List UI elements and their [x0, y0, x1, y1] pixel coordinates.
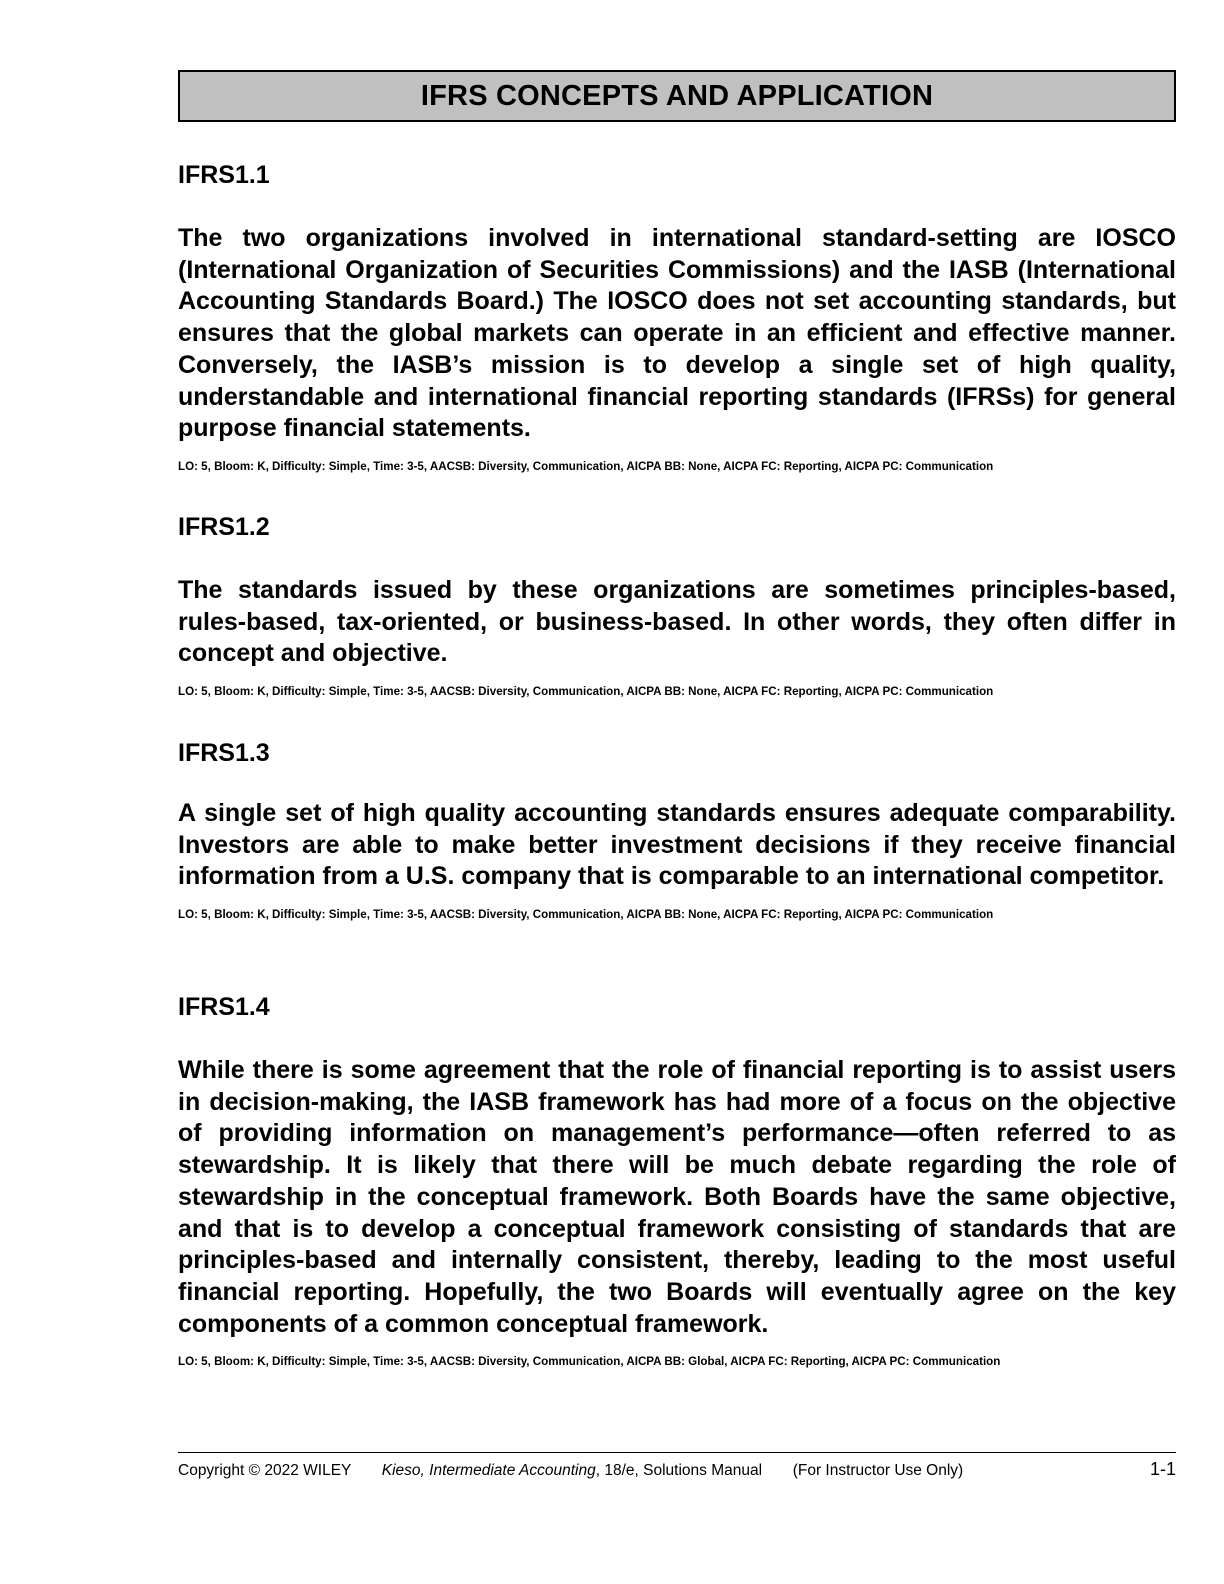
item-learning-objective: LO: 5, Bloom: K, Difficulty: Simple, Time: 3-5, AACSB: Diversity, Communication, AICPA BB: Global, AICPA FC: Reporting, AICPA PC: Communication: [178, 1355, 1001, 1369]
footer-book-title: Intermediate Accounting: [429, 1462, 596, 1479]
item-learning-objective: LO: 5, Bloom: K, Difficulty: Simple, Time: 3-5, AACSB: Diversity, Communication, AICPA BB: None, AICPA FC: Reporting, AICPA PC: Communication: [178, 459, 994, 473]
footer-book-edition: , 18/e, Solutions Manual: [595, 1462, 763, 1479]
item-ifrs1-1: [178, 160, 1176, 474]
footer-copyright: Copyright © 2022 WILEY: [178, 1462, 352, 1479]
item-answer: The standards issued by these organizations are sometimes principles-based, rules-based, tax-oriented, or business-based. In other words, they often differ in concept and objective.: [178, 576, 1176, 668]
item-learning-objective: LO: 5, Bloom: K, Difficulty: Simple, Time: 3-5, AACSB: Diversity, Communication, AICPA BB: None, AICPA FC: Reporting, AICPA PC: Communication: [178, 908, 994, 922]
item-heading: IFRS1.1: [178, 161, 270, 189]
page-content: [178, 70, 1176, 122]
item-ifrs1-2: [178, 512, 1176, 699]
page-title: IFRS CONCEPTS AND APPLICATION: [178, 70, 1176, 122]
item-ifrs1-3: [178, 738, 1176, 922]
item-heading: IFRS1.3: [178, 739, 270, 767]
item-answer: While there is some agreement that the role of financial reporting is to assist users in decision-making, the IASB framework has had more of a focus on the objective of providing information on management’s performance—often referred to as stewardship. It is likely that there will be much debate regarding the role of stewardship in the conceptual framework. Both Boards have the same objective, and that is to develop a conceptual framework consisting of standards that are principles-based and internally consistent, thereby, leading to the most useful financial reporting. Hopefully, the two Boards will eventually agree on the key components of a common conceptual framework.: [178, 1056, 1176, 1338]
footer-left: [178, 1462, 963, 1480]
page-footer: [178, 1452, 1176, 1480]
item-ifrs1-4: [178, 992, 1176, 1369]
item-heading: IFRS1.4: [178, 993, 270, 1021]
page-number: 1-1: [1149, 1459, 1176, 1479]
footer-notice: (For Instructor Use Only): [792, 1462, 964, 1479]
item-answer: A single set of high quality accounting standards ensures adequate comparability. Investors are able to make better investment decisions if they receive financial information from a U.S. company that is comparable to an international competitor.: [178, 799, 1176, 891]
item-answer: The two organizations involved in international standard-setting are IOSCO (International Organization of Securities Commissions) and the IASB (International Accounting Standards Board.) The IOSCO does not set accounting standards, but ensures that the global markets can operate in an efficient and effective manner. Conversely, the IASB’s mission is to develop a single set of high quality, understandable and international financial reporting standards (IFRSs) for general purpose financial statements.: [178, 224, 1176, 443]
item-learning-objective: LO: 5, Bloom: K, Difficulty: Simple, Time: 3-5, AACSB: Diversity, Communication, AICPA BB: None, AICPA FC: Reporting, AICPA PC: Communication: [178, 685, 994, 699]
item-heading: IFRS1.2: [178, 513, 270, 541]
footer-book-author: Kieso,: [381, 1462, 425, 1479]
